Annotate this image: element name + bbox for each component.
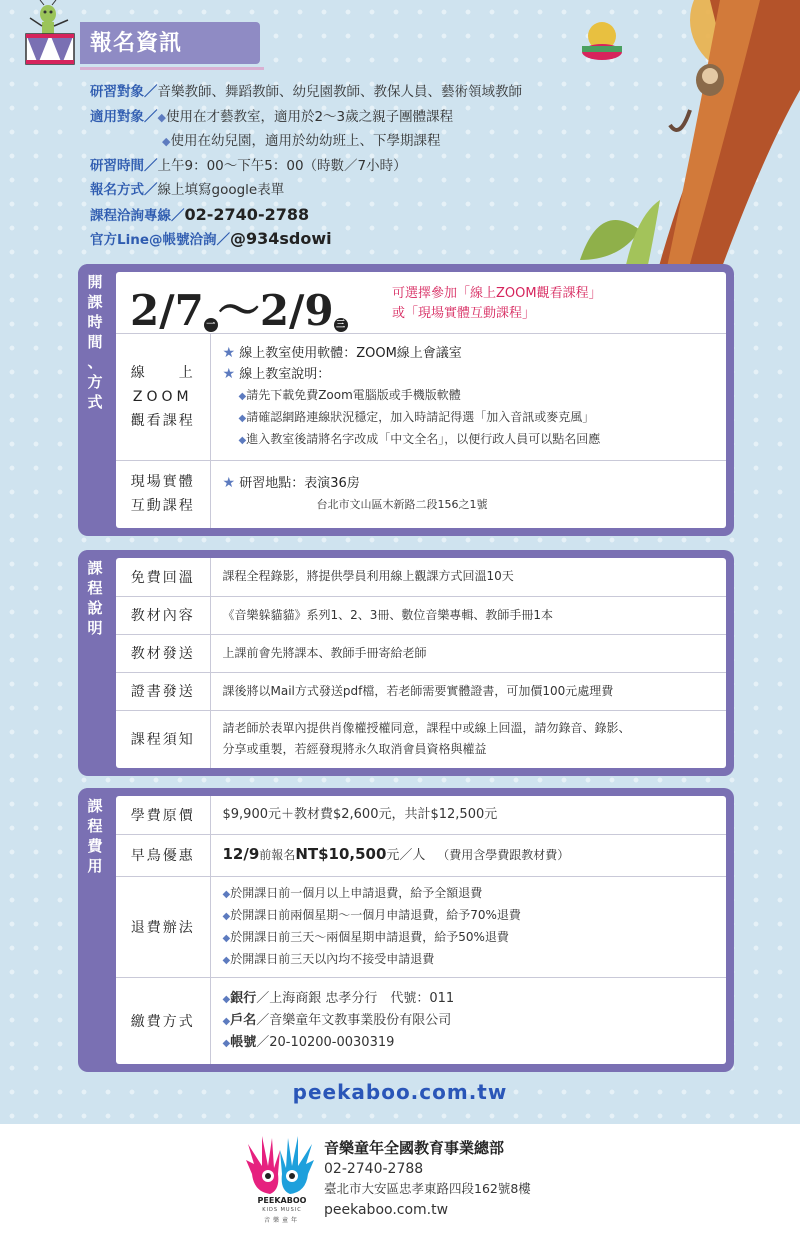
info-row-time	[90, 154, 522, 179]
info-text: 使用在才藝教室，適用於2～3歲之親子團體課程	[165, 108, 454, 125]
section-tab-fees	[78, 788, 112, 888]
course-info-table	[116, 558, 726, 768]
logo-chinese: 音樂童年	[263, 1217, 300, 1224]
row-text-line: 分享或重製，若經發現將永久取消會員資格與權益	[222, 742, 487, 757]
head-line: 觀看課程	[130, 412, 195, 429]
table-row	[116, 596, 726, 634]
info-label: 適用對象／	[90, 108, 158, 125]
online-item: 線上教室說明：	[239, 366, 331, 382]
registration-title: 報名資訊	[90, 31, 183, 56]
diamond-bullet-icon: ◆	[222, 888, 231, 900]
schedule-card	[116, 272, 726, 528]
payment-label: 帳號	[230, 1034, 257, 1050]
table-row-early-bird	[116, 834, 726, 876]
early-bird-price: NT$10,500	[295, 845, 387, 863]
tab-char: 用	[87, 857, 103, 875]
row-head: 繳費方式	[116, 977, 210, 1064]
info-label: 研習對象／	[90, 84, 158, 100]
payment-label: 戶名	[230, 1012, 257, 1028]
footer-phone[interactable]: 02-2740-2788	[324, 1160, 424, 1177]
early-bird-note: （費用含學費跟教材費）	[437, 848, 570, 862]
table-row	[116, 710, 726, 768]
tab-char: 間	[87, 333, 103, 351]
row-head: 證書發送	[116, 672, 210, 710]
table-row-onsite	[116, 460, 726, 528]
tab-char: 程	[87, 817, 103, 835]
diamond-bullet-icon: ◆	[222, 910, 231, 922]
footer-contact	[324, 1138, 531, 1220]
online-item: 線上教室使用軟體：ZOOM線上會議室	[239, 345, 462, 361]
fees-table	[116, 796, 726, 1064]
early-bird-content	[210, 834, 726, 876]
diamond-bullet-icon: ◆	[238, 390, 247, 402]
section-schedule	[78, 264, 734, 536]
info-text: 線上填寫google表單	[157, 182, 285, 198]
head-line: 線 上	[130, 364, 195, 381]
website-link[interactable]: peekaboo.com.tw	[292, 1080, 508, 1104]
star-icon: ★	[222, 475, 236, 492]
table-row-refund	[116, 876, 726, 977]
online-course-content	[210, 334, 726, 460]
onsite-address: 台北市文山區木新路二段156之1號	[316, 498, 488, 512]
refund-content	[210, 876, 726, 977]
early-bird-unit: 元／人	[386, 848, 426, 863]
table-row	[116, 672, 726, 710]
section-tab-schedule	[78, 264, 112, 414]
tuition-text: $9,900元＋教材費$2,600元，共計$12,500元	[210, 796, 726, 834]
payment-text: ／20-10200-0030319	[256, 1034, 395, 1050]
row-head: 免費回溫	[116, 558, 210, 596]
row-head: 學費原價	[116, 796, 210, 834]
diamond-bullet-icon: ◆	[222, 954, 231, 966]
online-subitem: 進入教室後請將名字改成「中文全名」，以便行政人員可以點名回應	[246, 431, 601, 446]
early-bird-mid: 前報名	[259, 848, 296, 862]
online-course-head	[116, 334, 210, 460]
diamond-bullet-icon: ◆	[222, 1037, 231, 1049]
tree-illustration	[560, 0, 800, 300]
row-head: 退費辦法	[116, 876, 210, 977]
date-separator: ～	[217, 286, 260, 335]
end-weekday: 三	[334, 318, 348, 332]
row-head: 課程須知	[116, 710, 210, 768]
payment-text: ／音樂童年文教事業股份有限公司	[256, 1012, 452, 1028]
payment-content	[210, 977, 726, 1064]
tab-char: 課	[87, 293, 103, 311]
start-weekday: 一	[204, 318, 218, 332]
diamond-bullet-icon: ◆	[157, 110, 166, 124]
registration-title-bar	[80, 22, 260, 64]
line-account[interactable]: @934sdowi	[230, 229, 332, 248]
diamond-bullet-icon: ◆	[222, 1015, 231, 1027]
fees-card	[116, 796, 726, 1064]
refund-item: 於開課日前一個月以上申請退費，給予全額退費	[230, 885, 483, 900]
diamond-bullet-icon: ◆	[222, 932, 231, 944]
online-subitem: 請確認網路連線狀況穩定，加入時請記得選「加入音訊或麥克風」	[246, 409, 595, 424]
row-head: 教材發送	[116, 634, 210, 672]
diamond-bullet-icon: ◆	[238, 412, 247, 424]
head-line: 現場實體	[130, 474, 195, 491]
info-text: 使用在幼兒園，適用於幼幼班上、下學期課程	[170, 133, 441, 149]
payment-text: ／上海商銀 忠孝分行 代號：011	[256, 990, 455, 1006]
info-row-applicable-2	[90, 129, 522, 154]
hotline-number[interactable]: 02-2740-2788	[184, 204, 310, 224]
start-date: 2/7	[130, 286, 204, 335]
info-label: 官方Line@帳號洽詢／	[90, 232, 230, 248]
table-row	[116, 558, 726, 596]
payment-label: 銀行	[230, 990, 257, 1006]
drum-character-illustration	[20, 0, 84, 70]
row-head: 教材內容	[116, 596, 210, 634]
online-subitem: 請先下載免費Zoom電腦版或手機版軟體	[246, 387, 461, 402]
registration-info	[90, 80, 522, 252]
date-row	[116, 272, 726, 334]
course-dates	[130, 278, 348, 338]
star-icon: ★	[222, 344, 236, 361]
row-text: 課後將以Mail方式發送pdf檔，若老師需要實體證書，可加價100元處理費	[210, 672, 726, 710]
section-tab-course-info	[78, 550, 112, 650]
option-line: 可選擇參加「線上ZOOM觀看課程」	[392, 286, 602, 301]
logo-wordmark: PEEKABOO	[257, 1196, 307, 1205]
option-line: 或「現場實體互動課程」	[392, 306, 536, 321]
info-text: 上午9：00～下午5：00（時數／7小時）	[157, 157, 407, 174]
table-row-online	[116, 334, 726, 460]
table-row-tuition	[116, 796, 726, 834]
table-row-payment	[116, 977, 726, 1064]
info-text: 音樂教師、舞蹈教師、幼兒園教師、教保人員、藝術領域教師	[157, 84, 522, 100]
schedule-table	[116, 334, 726, 528]
tab-char: 課	[87, 559, 103, 577]
footer-website[interactable]: peekaboo.com.tw	[324, 1201, 449, 1218]
footer-address: 臺北市大安區忠孝東路四段162號8樓	[324, 1181, 531, 1196]
refund-item: 於開課日前兩個星期～一個月申請退費，給予70%退費	[230, 907, 521, 922]
section-course-info	[78, 550, 734, 776]
refund-item: 於開課日前三天～兩個星期申請退費，給予50%退費	[230, 929, 509, 944]
info-label: 報名方式／	[90, 182, 158, 198]
diamond-bullet-icon: ◆	[222, 993, 231, 1005]
tab-char: 式	[87, 393, 103, 411]
footer	[0, 1124, 800, 1236]
info-row-applicable	[90, 105, 522, 130]
onsite-location: 研習地點：表演36房	[239, 476, 360, 492]
table-row	[116, 634, 726, 672]
refund-item: 於開課日前三天以內均不接受申請退費	[230, 951, 435, 966]
tab-char: 方	[87, 373, 103, 391]
tab-char: 明	[87, 619, 103, 637]
diamond-bullet-icon: ◆	[238, 434, 247, 446]
course-options	[392, 284, 602, 324]
info-row-signup	[90, 178, 522, 203]
row-text	[210, 710, 726, 768]
info-label: 課程洽詢專線／	[90, 207, 185, 224]
tab-char: 、	[87, 353, 103, 371]
tab-char: 程	[87, 579, 103, 597]
row-text: 《音樂躲貓貓》系列1、2、3冊、數位音樂專輯、教師手冊1本	[210, 596, 726, 634]
tab-char: 開	[87, 273, 103, 291]
diamond-bullet-icon: ◆	[162, 135, 171, 148]
early-bird-date: 12/9	[222, 845, 260, 863]
row-text-line: 請老師於表單內提供肖像權授權同意，課程中或線上回溫，請勿錄音、錄影、	[222, 721, 631, 736]
info-row-line	[90, 227, 522, 252]
row-head: 早鳥優惠	[116, 834, 210, 876]
footer-org-name: 音樂童年全國教育事業總部	[324, 1139, 505, 1157]
section-fees	[78, 788, 734, 1072]
info-label: 研習時間／	[90, 157, 158, 174]
tab-char: 時	[87, 313, 103, 331]
course-info-card	[116, 558, 726, 768]
star-icon: ★	[222, 365, 236, 382]
logo-subtitle: KIDS MUSIC	[262, 1207, 302, 1213]
row-text: 上課前會先將課本、教師手冊寄給老師	[210, 634, 726, 672]
head-line: ZOOM	[132, 388, 193, 405]
head-line: 互動課程	[130, 498, 195, 515]
tab-char: 費	[87, 837, 103, 855]
onsite-course-content	[210, 460, 726, 528]
end-date: 2/9	[259, 286, 334, 335]
info-row-target	[90, 80, 522, 105]
tab-char: 說	[87, 599, 103, 617]
row-text: 課程全程錄影，將提供學員利用線上觀課方式回溫10天	[210, 558, 726, 596]
onsite-course-head	[116, 460, 210, 528]
tab-char: 課	[87, 797, 103, 815]
info-row-hotline	[90, 203, 522, 228]
